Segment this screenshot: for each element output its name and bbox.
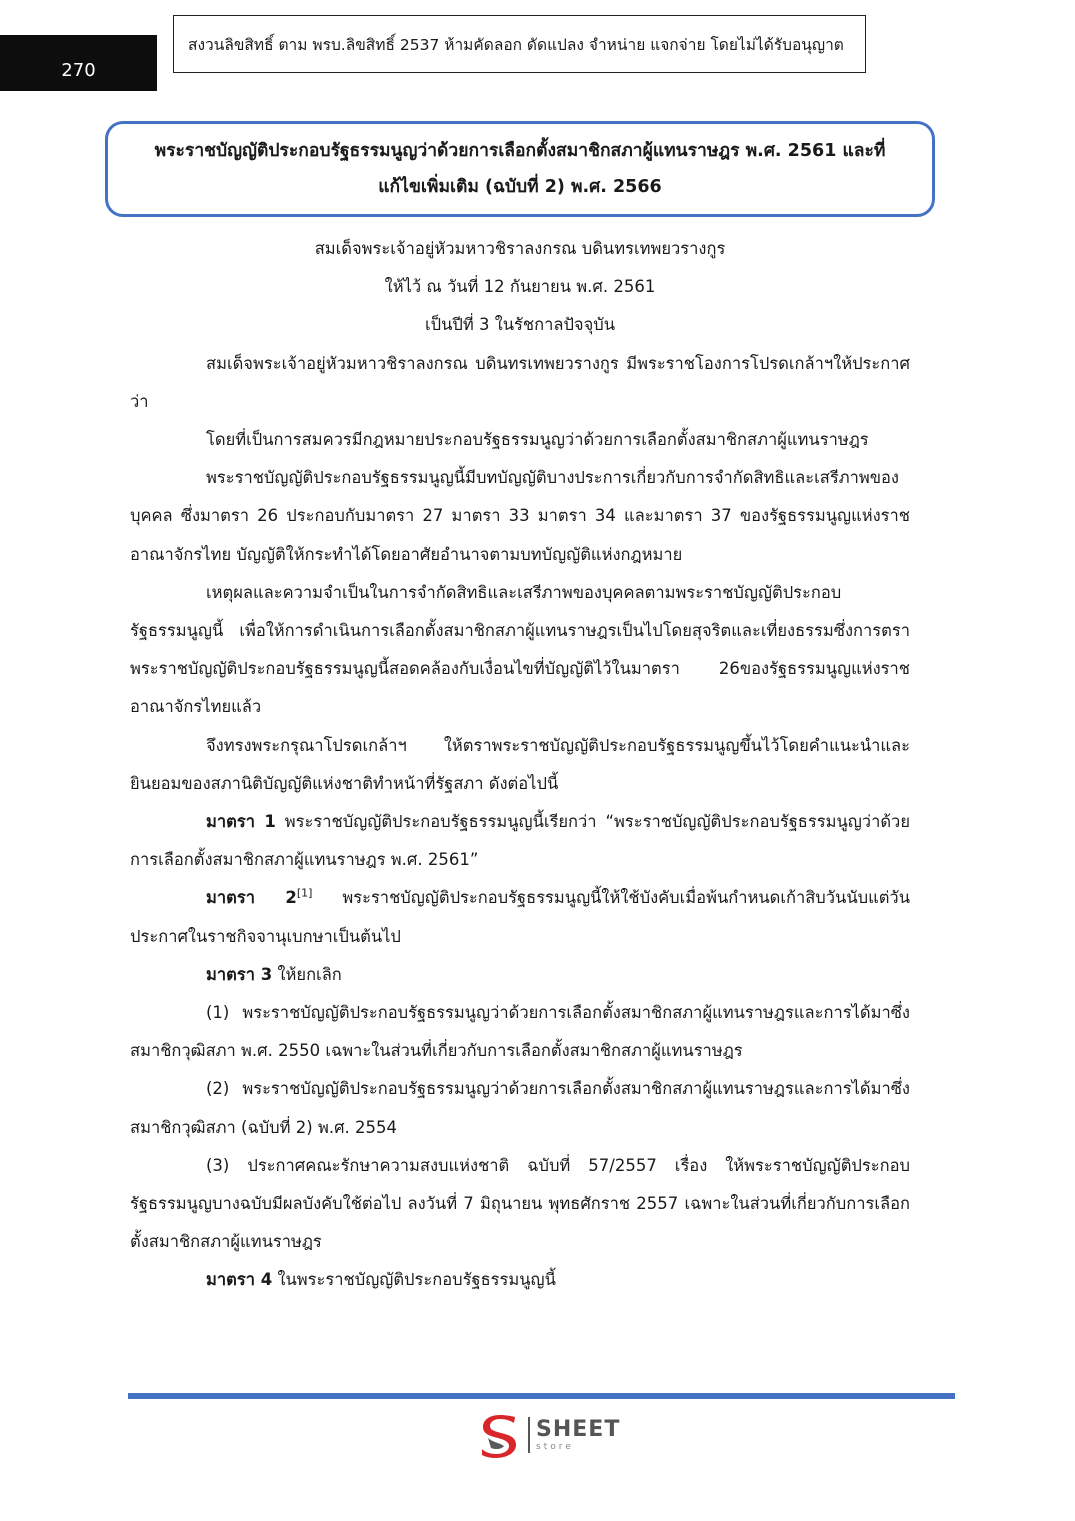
section-3-text: ให้ยกเลิก <box>272 964 342 984</box>
paragraph-necessity: เหตุผลและความจำเป็นในการจำกัดสิทธิและเสรีภาพของบุคคลตามพระราชบัญญัติประกอบรัฐธรรมนูญนี้ เพื่อให้การดำเนินการเลือกตั้งสมาชิกสภาผู้แทนราษฎรเป็นไปโดยสุจริตและเที่ยงธรรมซึ่งการตราพระราชบัญญัติประกอบรัฐธรรมนูญนี้สอดคล้องกับเงื่อนไขที่บัญญัติไว้ในมาตรา 26ของรัฐธรรมนูญแห่งราชอาณาจักรไทยแล้ว <box>130 582 910 717</box>
section-4-label: มาตรา 4 <box>206 1270 273 1290</box>
logo-sub-text: store <box>536 1441 574 1452</box>
given-date: ให้ไว้ ณ วันที่ 12 กันยายน พ.ศ. 2561 <box>384 277 656 297</box>
copyright-notice: สงวนลิขสิทธิ์ ตาม พรบ.ลิขสิทธิ์ 2537 ห้ามคัดลอก ดัดแปลง จำหน่าย แจกจ่าย โดยไม่ได้รับอนุญาต <box>173 15 866 73</box>
title-line-2: แก้ไขเพิ่มเติม (ฉบับที่ 2) พ.ศ. 2566 <box>378 177 662 197</box>
footnote-marker: [1] <box>296 886 313 900</box>
paragraph-proclamation: สมเด็จพระเจ้าอยู่หัวมหาวชิราลงกรณ บดินทรเทพยวรางกูร มีพระราชโองการโปรดเกล้าฯให้ประกาศว่า <box>130 353 910 411</box>
logo-wordmark <box>536 1416 621 1452</box>
document-title-box <box>105 121 935 217</box>
page-number: 270 <box>0 35 157 91</box>
section-2-text: พระราชบัญญัติประกอบรัฐธรรมนูญนี้ให้ใช้บังคับเมื่อพ้นกำหนดเก้าสิบวันนับแต่วันประกาศในราชกิจจานุเบกษาเป็นต้นไป <box>130 888 910 946</box>
section-2-label: มาตรา 2 <box>206 888 297 908</box>
section-3-label: มาตรา 3 <box>206 964 273 984</box>
section-1-label: มาตรา 1 <box>206 812 276 832</box>
logo-main-text: SHEET <box>536 1416 621 1442</box>
document-body <box>130 230 910 1300</box>
reign-year: เป็นปีที่ 3 ในรัชกาลปัจจุบัน <box>424 315 616 335</box>
sheet-store-logo <box>478 1412 620 1458</box>
paragraph-enactment: จึงทรงพระกรุณาโปรดเกล้าฯ ให้ตราพระราชบัญญัติประกอบรัฐธรรมนูญขึ้นไว้โดยคำแนะนำและยินยอมของสภานิติบัญญัติแห่งชาติทำหน้าที่รัฐสภา ดังต่อไปนี้ <box>130 735 910 793</box>
title-line-1: พระราชบัญญัติประกอบรัฐธรรมนูญว่าด้วยการเลือกตั้งสมาชิกสภาผู้แทนราษฎร พ.ศ. 2561 และที่ <box>154 141 886 161</box>
section-4 <box>130 1261 910 1299</box>
footer-rule <box>128 1393 955 1399</box>
sheet-s-icon <box>478 1412 522 1458</box>
logo-divider <box>528 1417 530 1453</box>
section-3 <box>130 956 910 994</box>
section-4-text: ในพระราชบัญญัติประกอบรัฐธรรมนูญนี้ <box>272 1270 556 1290</box>
section-1 <box>130 803 910 879</box>
section-3-item-3: (3) ประกาศคณะรักษาความสงบแห่งชาติ ฉบับที่ 57/2557 เรื่อง ให้พระราชบัญญัติประกอบรัฐธรรมนูญบางฉบับมีผลบังคับใช้ต่อไป ลงวันที่ 7 มิถุนายน พุทธศักราช 2557 เฉพาะในส่วนที่เกี่ยวกับการเลือกตั้งสมาชิกสภาผู้แทนราษฎร <box>130 1155 910 1252</box>
section-3-item-2: (2) พระราชบัญญัติประกอบรัฐธรรมนูญว่าด้วยการเลือกตั้งสมาชิกสภาผู้แทนราษฎรและการได้มาซึ่งสมาชิกวุฒิสภา (ฉบับที่ 2) พ.ศ. 2554 <box>130 1079 910 1137</box>
section-1-text: พระราชบัญญัติประกอบรัฐธรรมนูญนี้เรียกว่า “พระราชบัญญัติประกอบรัฐธรรมนูญว่าด้วยการเลือกตั้งสมาชิกสภาผู้แทนราษฎร พ.ศ. 2561” <box>130 812 910 870</box>
paragraph-rights-limitation: พระราชบัญญัติประกอบรัฐธรรมนูญนี้มีบทบัญญัติบางประการเกี่ยวกับการจำกัดสิทธิและเสรีภาพของบุคคล ซึ่งมาตรา 26 ประกอบกับมาตรา 27 มาตรา 33 มาตรา 34 และมาตรา 37 ของรัฐธรรมนูญแห่งราชอาณาจักรไทย บัญญัติให้กระทำได้โดยอาศัยอำนาจตามบทบัญญัติแห่งกฎหมาย <box>130 468 910 564</box>
paragraph-reason: โดยที่เป็นการสมควรมีกฎหมายประกอบรัฐธรรมนูญว่าด้วยการเลือกตั้งสมาชิกสภาผู้แทนราษฎร <box>206 430 869 450</box>
section-2 <box>130 879 910 955</box>
king-name: สมเด็จพระเจ้าอยู่หัวมหาวชิราลงกรณ บดินทรเทพยวรางกูร <box>314 239 726 258</box>
section-3-item-1: (1) พระราชบัญญัติประกอบรัฐธรรมนูญว่าด้วยการเลือกตั้งสมาชิกสภาผู้แทนราษฎรและการได้มาซึ่งสมาชิกวุฒิสภา พ.ศ. 2550 เฉพาะในส่วนที่เกี่ยวกับการเลือกตั้งสมาชิกสภาผู้แทนราษฎร <box>130 1003 910 1061</box>
